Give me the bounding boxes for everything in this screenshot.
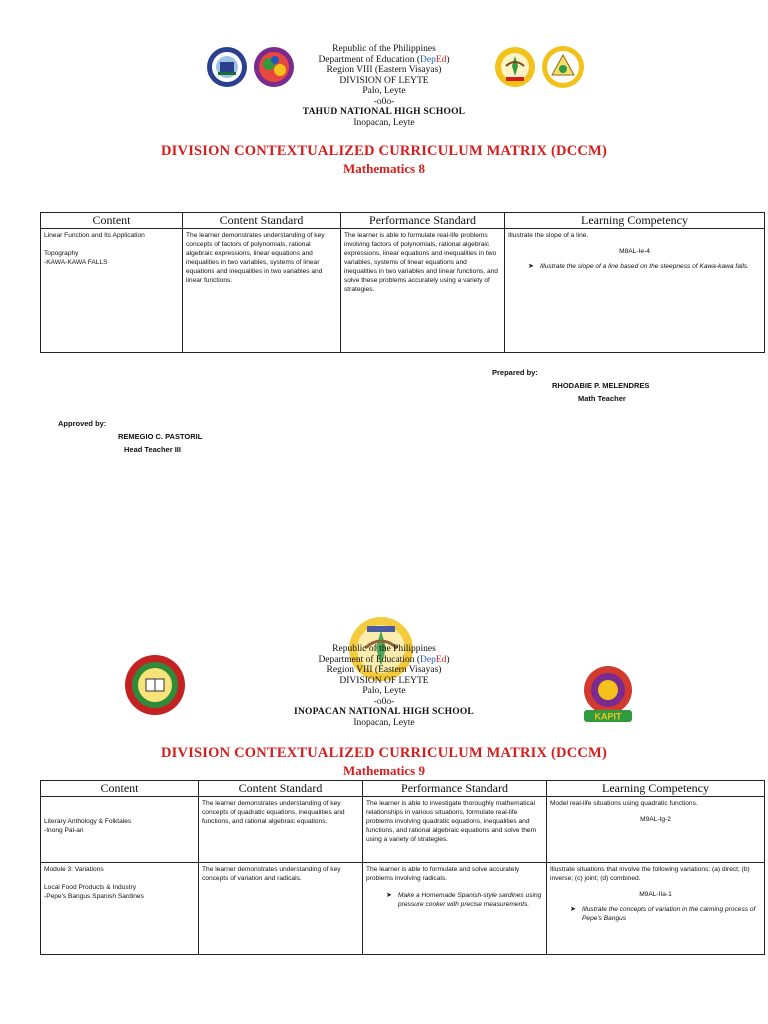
header-division: DIVISION OF LEYTE (339, 675, 429, 686)
competency-text: Illustrate the slope of a line. (508, 232, 589, 239)
col-performance-standard: Performance Standard (363, 781, 547, 797)
cell-content: Linear Function and Its Application Topography -KAWA-KAWA FALLS (41, 229, 183, 353)
doc2-letterhead (0, 644, 768, 728)
cell-performance-standard: The learner is able to formulate real-life problems involving factors of polynomials, rational algebraic expressions, linear equations and inequalities in two variables, systems of linear equations and inequalities in two variables and linear functions, and solve these problems accurately using a variety of strategies. (341, 229, 505, 353)
bullet-text: Illustrate the concepts of variation in the canning process of Pepe's Bangus (582, 906, 756, 922)
dept-suffix: ) (446, 654, 450, 665)
header-department (0, 655, 768, 666)
doc1-letterhead (0, 44, 768, 128)
doc2-title: DIVISION CONTEXTUALIZED CURRICULUM MATRIX (DCCM) (161, 745, 607, 761)
doc2-matrix-table (40, 780, 765, 955)
cell-content: Module 3: Variations Local Food Products & Industry -Pepe's Bangus Spanish Sardines (41, 863, 199, 955)
header-school: TAHUD NATIONAL HIGH SCHOOL (302, 107, 466, 117)
arrow-bullet-icon: ➤ (386, 892, 392, 899)
approved-name: REMEGIO C. PASTORIL (118, 432, 203, 441)
cell-content-standard: The learner demonstrates understanding of key concepts of factors of polynomials, rational algebraic expressions, linear equations and inequalities in two variables, systems of linear equations and inequalities in two variables and linear functions. (183, 229, 341, 353)
kapit-banner-text: KAPIT (594, 711, 622, 722)
doc1-title-block (0, 142, 768, 178)
competency-code: M9AL-IIa-1 (639, 891, 672, 898)
doc2-subject: Mathematics 9 (343, 763, 425, 778)
performance-text: The learner is able to formulate and solve accurately problems involving radicals. (366, 866, 520, 882)
competency-text: Model real-life situations using quadratic functions. (550, 800, 698, 807)
header-republic: Republic of the Philippines (332, 44, 436, 54)
cell-learning-competency (547, 863, 765, 955)
dept-suffix: ) (446, 54, 450, 65)
prepared-name: RHODABIE P. MELENDRES (552, 381, 650, 390)
deped-ed: Ed (435, 654, 447, 665)
competency-text: Illustrate situations that involve the following variations: (a) direct; (b) inverse; (c) joint; (d) combined. (550, 866, 750, 882)
prepared-title: Math Teacher (578, 394, 626, 403)
competency-code: M8AL-Ie-4 (619, 248, 650, 255)
dept-prefix: Department of Education ( (318, 654, 420, 665)
table-row (41, 229, 765, 353)
deped-dep: Dep (420, 654, 436, 665)
header-town: Inopacan, Leyte (353, 717, 415, 728)
header-region: Region VIII (Eastern Visayas) (326, 665, 442, 675)
competency-code: M9AL-Ig-2 (640, 816, 671, 823)
header-region: Region VIII (Eastern Visayas) (326, 65, 442, 75)
cell-content (41, 797, 199, 863)
col-content-standard: Content Standard (183, 213, 341, 229)
approved-title: Head Teacher III (124, 445, 181, 454)
cell-learning-competency (547, 797, 765, 863)
doc1-subject: Mathematics 8 (343, 161, 425, 176)
competency-bullet (570, 905, 761, 923)
col-content: Content (41, 213, 183, 229)
header-department (0, 55, 768, 66)
header-town: Inopacan, Leyte (353, 117, 415, 128)
header-city: Palo, Leyte (362, 86, 406, 96)
table-row (41, 797, 765, 863)
doc2-title-block (0, 744, 768, 780)
header-republic: Republic of the Philippines (332, 644, 436, 654)
doc1-title: DIVISION CONTEXTUALIZED CURRICULUM MATRIX (DCCM) (161, 143, 607, 159)
header-separator: -o0o- (373, 96, 395, 107)
doc1-matrix-table (40, 212, 765, 353)
col-performance-standard: Performance Standard (341, 213, 505, 229)
arrow-bullet-icon: ➤ (528, 263, 534, 270)
col-content: Content (41, 781, 199, 797)
cell-learning-competency (505, 229, 765, 353)
col-learning-competency: Learning Competency (547, 781, 765, 797)
header-division: DIVISION OF LEYTE (339, 75, 429, 86)
table-header-row (41, 213, 765, 229)
cell-content-standard: The learner demonstrates understanding of key concepts of variation and radicals. (199, 863, 363, 955)
header-school: INOPACAN NATIONAL HIGH SCHOOL (294, 707, 474, 717)
header-city: Palo, Leyte (362, 686, 406, 696)
header-separator: -o0o- (373, 696, 395, 707)
cell-performance-standard (363, 863, 547, 955)
col-learning-competency: Learning Competency (505, 213, 765, 229)
bullet-text: Make a Homemade Spanish-style sardines using pressure cooker with precise measurements. (398, 892, 542, 908)
table-row (41, 863, 765, 955)
cell-content-text: Literary Anthology & Folktales -Inong Pal-an (44, 818, 132, 834)
col-content-standard: Content Standard (199, 781, 363, 797)
table-header-row (41, 781, 765, 797)
cell-content-standard: The learner demonstrates understanding of key concepts of quadratic equations, inequalities and functions, and rational algebraic equations. (199, 797, 363, 863)
performance-bullet (386, 891, 543, 909)
arrow-bullet-icon: ➤ (570, 906, 576, 913)
dept-prefix: Department of Education ( (318, 54, 420, 65)
deped-ed: Ed (435, 54, 447, 65)
prepared-label: Prepared by: (492, 368, 538, 377)
cell-performance-standard: The learner is able to investigate thoroughly mathematical relationships in various situations, formulate real-life problems involving quadratic equations, inequalities and functions, and rational algebraic equations and solve them using a variety of strategies. (363, 797, 547, 863)
deped-dep: Dep (420, 54, 436, 65)
bullet-text: Illustrate the slope of a line based on the steepness of Kawa-kawa falls. (540, 263, 749, 270)
approved-label: Approved by: (58, 419, 107, 428)
competency-bullet (528, 262, 761, 271)
